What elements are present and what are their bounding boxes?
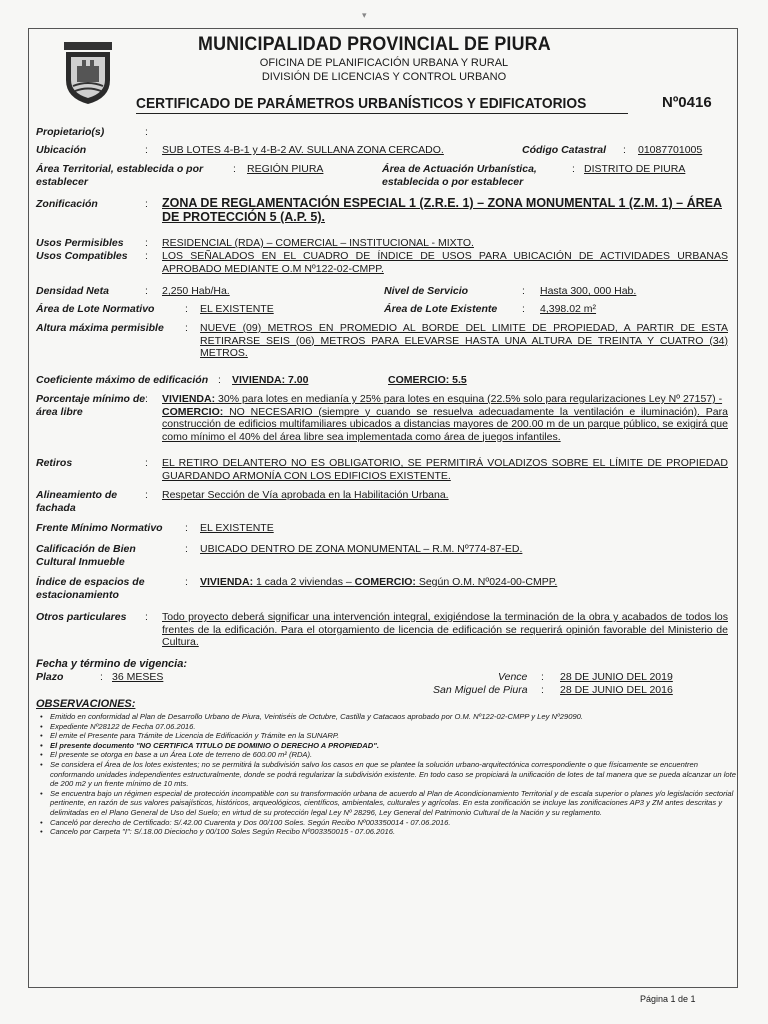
colon: :	[185, 576, 188, 588]
net-density-label: Densidad Neta	[36, 285, 109, 297]
observation-item: • Emitido en conformidad al Plan de Desarrollo Urbano de Piura, Veintiséis de Octubre, Castilla y Catacaos aprobado por O.M. Nº122-02-CMPP y Ley Nº29090.	[50, 712, 742, 722]
observation-item: • El presente se otorga en base a un Área Lote de terreno de 600.00 m² (RDA).	[50, 750, 742, 760]
commerce-tag: COMERCIO:	[162, 405, 224, 418]
observation-item: • Se considera el Área de los lotes existentes; no se permitirá la subdivisión salvo los casos en que se plantee la solución urbano-arquitectónica correspondiente o que físicamente se encuentren conformando unidades independientes estructuralmente, donde se podrá regularizar la subdivisión existente. En todo caso se propiciará la unificación de lotes de tal manera que se pueda alcanzar un lote de 200 m2 y un frente mínimo de 10 mts.	[50, 760, 742, 789]
certificate-title: CERTIFICADO DE PARÁMETROS URBANÍSTICOS Y EDIFICATORIOS	[136, 95, 587, 112]
scan-mark: ▾	[362, 10, 367, 20]
colon: :	[541, 671, 544, 683]
permitted-uses-label: Usos Permisibles	[36, 237, 124, 249]
certificate-number: Nº0416	[662, 94, 712, 111]
territorial-area-label: Área Territorial, establecida o por establecer	[36, 163, 204, 188]
colon: :	[522, 303, 525, 315]
expires-label: Vence	[498, 671, 528, 683]
other-particulars-value: Todo proyecto deberá significar una intervención integral, exigiéndose la terminación de la obra y acabados de todos los frentes de la edificación. Para el otorgamiento de licencia de edificación se requerirá opinión favorable del Ministerio de Cultura.	[162, 611, 728, 648]
parking-housing-text: 1 cada 2 viviendas –	[253, 576, 355, 588]
service-level-label: Nivel de Servicio	[384, 285, 469, 297]
colon: :	[145, 489, 148, 501]
min-free-area-label: Porcentaje mínimo de área libre	[36, 393, 146, 418]
office-line-1: OFICINA DE PLANIFICACIÓN URBANA Y RURAL	[259, 57, 509, 69]
colon: :	[145, 198, 148, 210]
term-label: Plazo	[36, 671, 64, 683]
housing-text: 30% para lotes en medianía y 25% para lotes en esquina (22.5% solo para regularizaciones Ley Nº 27157) -	[215, 393, 723, 405]
colon: :	[623, 144, 626, 156]
zoning-value: ZONA DE REGLAMENTACIÓN ESPECIAL 1 (Z.R.E. 1) – ZONA MONUMENTAL 1 (Z.M. 1) – ÁREA DE PROTECCIÓN 5 (A.P. 5).	[162, 196, 722, 224]
existing-lot-area-label: Área de Lote Existente	[384, 303, 498, 315]
normative-lot-area-label: Área de Lote Normativo	[36, 303, 155, 315]
colon: :	[145, 237, 148, 249]
institution-title: MUNICIPALIDAD PROVINCIAL DE PIURA	[198, 34, 551, 55]
zoning-label: Zonificación	[36, 198, 98, 210]
commerce-text: NO NECESARIO (siempre y cuando se resuelva adecuadamente la ventilación e iluminación). Para construcción de edificios multifamiliares ubicados a distancias mayores de 200.00 m de un parque público, se exigirá que como mínimo el 40% del área libre sea implementada como área de juegos infantiles.	[162, 405, 728, 443]
compatible-uses-value: LOS SEÑALADOS EN EL CUADRO DE ÍNDICE DE USOS PARA UBICACIÓN DE ACTIVIDADES URBANAS APROBADO MEDIANTE O.M Nº122-02-CMPP.	[162, 250, 728, 275]
colon: :	[185, 303, 188, 315]
issue-date-value: 28 DE JUNIO DEL 2016	[560, 684, 673, 696]
max-height-label: Altura máxima permisible	[36, 322, 164, 334]
cultural-property-value: UBICADO DENTRO DE ZONA MONUMENTAL – R.M. Nº774-87-ED.	[200, 543, 523, 555]
colon: :	[541, 684, 544, 696]
term-value: 36 MESES	[112, 671, 164, 683]
colon: :	[185, 522, 188, 534]
min-frontage-value: EL EXISTENTE	[200, 522, 274, 534]
location-value: SUB LOTES 4-B-1 y 4-B-2 AV. SULLANA ZONA CERCADO.	[162, 144, 444, 156]
colon: :	[145, 393, 148, 405]
observation-item: • Expediente Nº28122 de Fecha 07.06.2016.	[50, 722, 742, 732]
colon: :	[100, 671, 103, 683]
colon: :	[145, 126, 148, 138]
urban-action-area-label: Área de Actuación Urbanística, establecida o por establecer	[382, 163, 537, 188]
expires-value: 28 DE JUNIO DEL 2019	[560, 671, 673, 683]
office-line-2: DIVISIÓN DE LICENCIAS Y CONTROL URBANO	[261, 71, 507, 83]
coefficient-commerce: COMERCIO: 5.5	[388, 374, 467, 386]
setbacks-label: Retiros	[36, 457, 73, 469]
compatible-uses-label: Usos Compatibles	[36, 250, 128, 262]
existing-lot-area-value: 4,398.02 m²	[540, 303, 597, 315]
net-density-value: 2,250 Hab/Ha.	[162, 285, 230, 297]
other-particulars-label: Otros particulares	[36, 611, 127, 623]
observation-item: • Se encuentra bajo un régimen especial de protección incompatible con su transformación urbana de acuerdo al Plan de Acondicionamiento Territorial y de escala superior o planes y/o legislación sectorial pertinente, en razón de sus valores paisajísticos, históricos, arqueológicos, científicos, ambientales, culturales y agrícolas. En esta zonificación se incluye las zonificaciones AP3 y ZM antes descritas y delimitadas en el Plano General de Uso del Suelo; en virtud de su protección legal Ley Nº 28296, Ley General del Patrimonio Cultural de la Nación y su reglamento.	[50, 789, 742, 818]
colon: :	[145, 144, 148, 156]
page-number: Página 1 de 1	[640, 994, 696, 1004]
observations-title: OBSERVACIONES:	[36, 698, 136, 710]
service-level-value: Hasta 300, 000 Hab.	[540, 285, 637, 297]
colon: :	[145, 250, 148, 262]
normative-lot-area-value: EL EXISTENTE	[200, 303, 274, 315]
observation-item: • El presente documento "NO CERTIFICA TITULO DE DOMINIO O DERECHO A PROPIEDAD".	[50, 741, 742, 751]
issue-place-label: San Miguel de Piura	[433, 684, 528, 696]
observations-list	[36, 712, 742, 837]
observation-item: • El emite el Presente para Trámite de Licencia de Edificación y Trámite en la SUNARP.	[50, 731, 742, 741]
parking-index-value	[200, 576, 557, 589]
colon: :	[522, 285, 525, 297]
colon: :	[145, 611, 148, 623]
colon: :	[185, 543, 188, 555]
setbacks-value: EL RETIRO DELANTERO NO ES OBLIGATORIO, SE PERMITIRÁ VOLADIZOS SOBRE EL LÍMITE DE PROPIEDAD GUARDANDO ARMONÍA CON LOS EDIFICIOS EXISTENTE.	[162, 457, 728, 482]
observation-item: • Canceló por derecho de Certificado: S/.42.00 Cuarenta y Dos 00/100 Soles. Según Recibo Nº003350014 - 07.06.2016.	[50, 818, 742, 828]
colon: :	[145, 285, 148, 297]
cadastral-code-label: Código Catastral	[522, 144, 607, 156]
max-height-value: NUEVE (09) METROS EN PROMEDIO AL BORDE DEL LIMITE DE PROPIEDAD, A PARTIR DE ESTA RETIRARSE SEIS (06) METROS PARA ELEVARSE HASTA UNA ALTURA DE TREINTA Y CUATRO (34) METROS.	[200, 322, 728, 359]
facade-alignment-label: Alineamiento de fachada	[36, 489, 118, 514]
building-coefficient-label: Coeficiente máximo de edificación	[36, 374, 209, 386]
cultural-property-label: Calificación de Bien Cultural Inmueble	[36, 543, 136, 568]
owner-label: Propietario(s)	[36, 126, 105, 138]
title-underline	[136, 113, 628, 114]
coefficient-housing: VIVIENDA: 7.00	[232, 374, 309, 386]
colon: :	[185, 322, 188, 334]
permitted-uses-value: RESIDENCIAL (RDA) – COMERCIAL – INSTITUCIONAL - MIXTO.	[162, 237, 474, 249]
min-free-area-value	[162, 393, 728, 443]
urban-action-area-value: DISTRITO DE PIURA	[584, 163, 686, 175]
territorial-area-value: REGIÓN PIURA	[247, 163, 324, 175]
housing-tag: VIVIENDA:	[162, 393, 216, 405]
facade-alignment-value: Respetar Sección de Vía aprobada en la Habilitación Urbana.	[162, 489, 449, 501]
parking-index-label: Índice de espacios de estacionamiento	[36, 576, 145, 601]
parking-commerce-text: Según O.M. Nº024-00-CMPP.	[415, 576, 558, 588]
colon: :	[572, 163, 575, 175]
location-label: Ubicación	[36, 144, 87, 156]
observation-item: • Cancelo por Carpeta "I": S/.18.00 Dieciocho y 00/100 Soles Según Recibo Nº003350015 - 07.06.2016.	[50, 827, 742, 837]
validity-title: Fecha y término de vigencia:	[36, 658, 187, 670]
colon: :	[145, 457, 148, 469]
parking-housing-tag: VIVIENDA:	[200, 576, 254, 588]
colon: :	[218, 374, 221, 386]
min-frontage-label: Frente Mínimo Normativo	[36, 522, 163, 534]
cadastral-code-value: 01087701005	[638, 144, 703, 156]
parking-commerce-tag: COMERCIO:	[354, 576, 416, 588]
colon: :	[233, 163, 236, 175]
